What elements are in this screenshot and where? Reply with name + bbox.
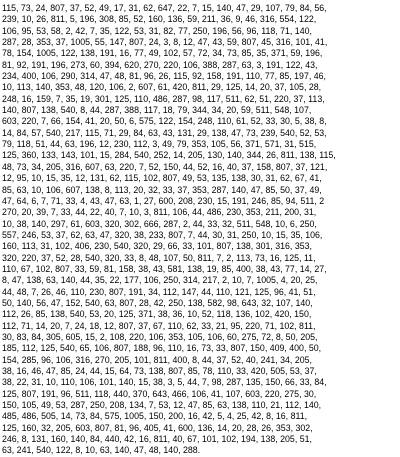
text-line: 48, 73, 34, 205, 316, 607, 63, 220, 7, 52, 150, 44, 52, 16, 40, 37, 158, 807, 37, 121, <box>2 161 328 172</box>
text-line: 44, 48, 7, 26, 46, 110, 230, 807, 191, 34, 112, 147, 44, 110, 121, 125, 96, 41, 51, <box>2 286 316 297</box>
text-line: 603, 220, 7, 66, 154, 41, 20, 50, 6, 575, 122, 154, 248, 110, 61, 52, 33, 30, 5, 38, 8, <box>2 116 327 127</box>
text-line: 110, 67, 102, 807, 33, 59, 81, 158, 38, 43, 581, 138, 19, 85, 400, 38, 43, 77, 14, 27, <box>2 263 327 274</box>
text-line: 140, 807, 138, 540, 8, 44, 287, 388, 117, 18, 79, 344, 34, 20, 59, 511, 548, 107, <box>2 105 312 116</box>
text-line: 234, 400, 106, 290, 314, 47, 48, 81, 96, 26, 115, 92, 158, 191, 110, 77, 85, 197, 46, <box>2 71 326 82</box>
text-line: 81, 92, 191, 196, 273, 60, 394, 620, 270, 220, 106, 388, 287, 63, 3, 191, 122, 43, <box>2 59 318 70</box>
text-line: 125, 160, 32, 205, 603, 807, 81, 96, 405, 41, 600, 136, 14, 20, 28, 26, 353, 302, <box>2 422 313 433</box>
text-line: 38, 22, 31, 10, 110, 106, 101, 140, 15, 38, 3, 5, 44, 7, 98, 287, 135, 150, 66, 33, 84, <box>2 377 327 388</box>
text-line: 50, 140, 56, 47, 152, 540, 63, 807, 28, 42, 250, 138, 582, 98, 643, 32, 107, 140, <box>2 297 313 308</box>
text-line: 125, 360, 133, 143, 101, 15, 284, 540, 252, 14, 205, 130, 140, 344, 26, 811, 138, 115, <box>2 150 336 161</box>
text-line: 10, 38, 140, 297, 61, 603, 320, 302, 666, 287, 2, 44, 33, 32, 511, 548, 10, 6, 250, <box>2 218 317 229</box>
text-line: 85, 63, 10, 106, 607, 138, 8, 113, 20, 32, 33, 37, 353, 287, 140, 47, 85, 50, 37, 49, <box>2 184 322 195</box>
text-line: 150, 105, 49, 53, 287, 250, 208, 134, 7, 53, 12, 47, 85, 63, 138, 110, 21, 112, 140, <box>2 400 322 411</box>
text-line: 79, 118, 51, 44, 63, 196, 12, 230, 112, 3, 49, 79, 353, 105, 56, 371, 571, 31, 515, <box>2 139 317 150</box>
text-line: 160, 113, 31, 102, 406, 230, 540, 320, 29, 66, 33, 101, 807, 138, 301, 316, 353, <box>2 241 312 252</box>
text-line: 112, 71, 14, 20, 7, 24, 18, 12, 807, 37, 67, 110, 62, 33, 21, 95, 220, 71, 102, 811, <box>2 320 316 331</box>
text-line: 78, 154, 1005, 122, 138, 191, 16, 77, 49, 102, 57, 72, 34, 73, 85, 35, 371, 59, 196, <box>2 48 323 59</box>
text-line: 8, 47, 138, 63, 140, 44, 35, 22, 177, 106, 250, 314, 217, 2, 10, 7, 1005, 4, 20, 25, <box>2 275 318 286</box>
text-line: 154, 285, 96, 106, 316, 270, 205, 101, 811, 400, 8, 44, 37, 52, 40, 241, 34, 205, <box>2 354 312 365</box>
text-line: 14, 84, 57, 540, 217, 115, 71, 29, 84, 63, 43, 131, 29, 138, 47, 73, 239, 540, 52, 53, <box>2 127 327 138</box>
text-line: 248, 16, 159, 7, 35, 19, 301, 125, 110, 486, 287, 98, 117, 511, 62, 51, 220, 37, 113, <box>2 93 325 104</box>
text-line: 557, 246, 53, 37, 62, 63, 47, 320, 38, 233, 807, 7, 44, 30, 31, 250, 10, 15, 35, 106, <box>2 229 323 240</box>
text-line: 239, 10, 26, 811, 5, 196, 308, 85, 52, 160, 136, 59, 211, 36, 9, 46, 316, 554, 122, <box>2 14 317 25</box>
text-line: 38, 16, 46, 47, 85, 24, 44, 15, 64, 73, 138, 807, 85, 78, 110, 33, 420, 505, 53, 37, <box>2 366 317 376</box>
text-line: 125, 807, 191, 96, 511, 118, 440, 370, 643, 466, 106, 41, 107, 603, 220, 275, 30, <box>2 388 317 399</box>
text-line: 115, 73, 24, 807, 37, 52, 49, 17, 31, 62, 647, 22, 7, 15, 140, 47, 29, 107, 79, 84, 56, <box>2 3 327 13</box>
text-line: 12, 95, 10, 15, 35, 12, 131, 62, 115, 102, 807, 49, 53, 135, 138, 30, 31, 62, 67, 41, <box>2 173 322 184</box>
text-line: 112, 26, 85, 138, 540, 53, 20, 125, 371, 38, 36, 10, 52, 118, 136, 102, 420, 150, <box>2 309 312 320</box>
text-line: 270, 20, 39, 7, 33, 44, 22, 40, 7, 10, 3, 811, 106, 44, 486, 230, 353, 211, 200, 31, <box>2 207 317 218</box>
text-line: 63, 241, 540, 122, 8, 10, 63, 140, 47, 48, 140, 288. <box>2 445 201 456</box>
text-line: 185, 112, 125, 540, 65, 106, 807, 188, 96, 110, 16, 73, 33, 807, 150, 409, 400, 50, <box>2 343 322 354</box>
text-line: 246, 8, 131, 160, 140, 84, 440, 42, 16, 811, 40, 67, 101, 102, 194, 138, 205, 51, <box>2 434 312 445</box>
text-line: 485, 486, 505, 14, 73, 84, 575, 1005, 150, 200, 16, 42, 5, 4, 25, 42, 8, 16, 811, <box>2 411 308 422</box>
text-line: 47, 64, 6, 7, 71, 33, 4, 43, 47, 63, 1, 27, 600, 208, 230, 15, 191, 246, 85, 94, 511, 2 <box>2 195 325 206</box>
text-line: 30, 83, 84, 305, 605, 15, 2, 108, 220, 106, 353, 105, 106, 60, 275, 72, 8, 50, 205, <box>2 331 318 342</box>
text-line: 320, 220, 37, 52, 28, 540, 320, 33, 8, 48, 107, 50, 811, 7, 2, 113, 73, 16, 125, 11, <box>2 252 316 263</box>
text-line: 106, 95, 53, 58, 2, 42, 7, 35, 122, 53, 31, 82, 77, 250, 196, 56, 96, 118, 71, 140, <box>2 25 312 36</box>
number-sequence-document <box>2 3 398 457</box>
text-line: 287, 28, 353, 37, 1005, 55, 147, 807, 24, 3, 8, 12, 47, 43, 59, 807, 45, 316, 101, 41, <box>2 37 328 48</box>
text-line: 10, 113, 140, 353, 48, 120, 106, 2, 607, 61, 420, 811, 29, 125, 14, 20, 37, 105, 28, <box>2 82 322 93</box>
